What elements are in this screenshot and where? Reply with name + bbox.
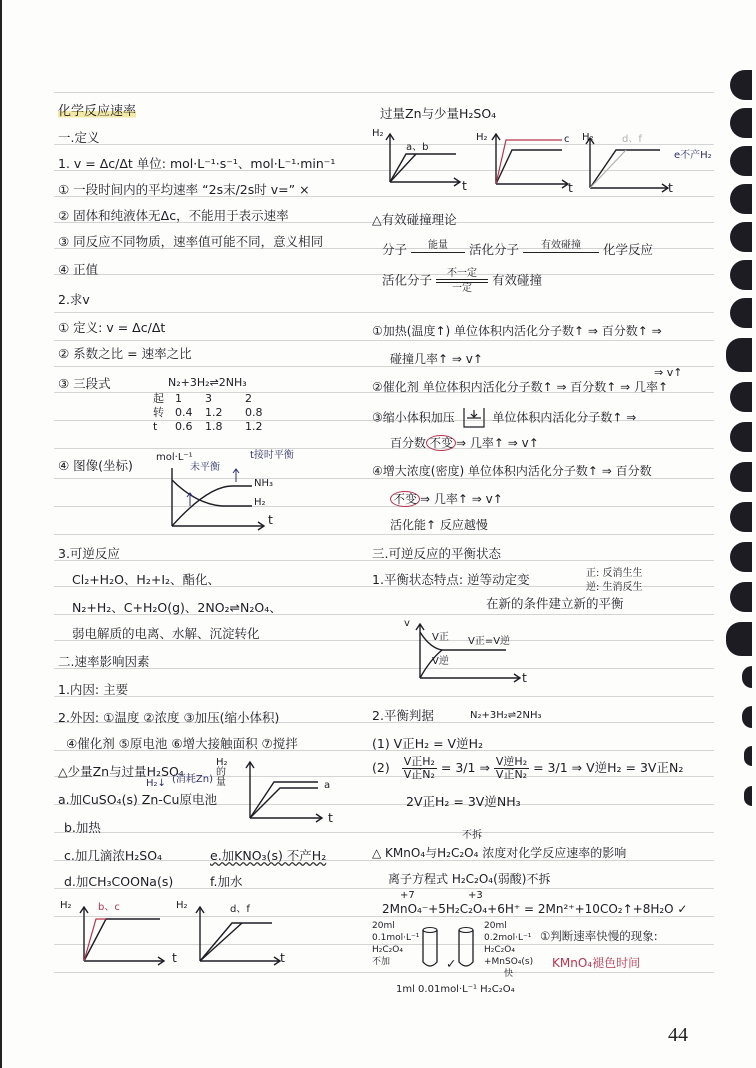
activated-relation: 活化分子 不一定 一定 有效碰撞	[382, 268, 542, 294]
fade-time-note: KMnO₄褪色时间	[552, 956, 641, 970]
zn-excess-heading: 过量Zn与少量H₂SO₄	[380, 106, 497, 121]
graph-curve-label: d、f	[622, 134, 642, 145]
x-axis-t: t	[522, 670, 527, 685]
test-tube-1-icon	[420, 926, 440, 970]
graph-label: ④ 图像(坐标)	[58, 458, 133, 473]
double-arrow: 不一定 一定	[436, 268, 488, 294]
definition-item: ③ 同反应不同物质，速率值可能不同，意义相同	[58, 234, 324, 249]
v-equal-label: V正=V逆	[468, 636, 511, 647]
v-reverse-label: V逆	[432, 656, 449, 667]
section-find-v-heading: 2.求v	[58, 292, 90, 307]
vt-y-axis: v	[404, 618, 410, 629]
graph-y-axis-label: H₂	[60, 900, 72, 911]
three-stage-equation: N₂+3H₂⇌2NH₃	[168, 376, 247, 389]
oxidation-state-c: +3	[468, 890, 483, 901]
test-tube-2-icon	[456, 926, 476, 970]
factor-pressure: ③缩小体积加压 单位体积内活化分子数↑ ⇒	[372, 408, 636, 428]
definition-item: ② 固体和纯液体无Δc，不能用于表示速率	[58, 208, 289, 223]
right-column	[372, 0, 712, 1000]
oxidation-state-mn: +7	[400, 890, 415, 901]
h2-graph-c	[492, 132, 592, 188]
criteria-item-3: 2V正H₂ = 3V逆NH₃	[406, 794, 521, 809]
three-stage-label: ③ 三段式	[58, 376, 111, 391]
zn-acid-item-e: e.加KNO₃(s) 不产H₂	[210, 848, 327, 863]
section-definition-heading: 一.定义	[58, 130, 100, 145]
section-reversible-heading: 3.可逆反应	[58, 546, 120, 561]
criteria-item-2: (2) $\frac{\text{V正H₂}}{\text{V正N₂}}$ = 3/1 ⇒ $\frac{\text{V逆H₂}}{\text{V正N₂}}$ = 3/1 ⇒ V逆H₂ = 3V正N₂	[372, 755, 684, 782]
v-forward-label: V正	[432, 632, 449, 643]
reaction-equation: 2MnO₄⁻+5H₂C₂O₄+6H⁺ = 2Mn²⁺+10CO₂↑+8H₂O ✓	[382, 902, 688, 916]
reversible-item: N₂+H₂、C+H₂O(g)、2NO₂⇌N₂O₄、	[72, 600, 282, 615]
factor-cat-v: ⇒ v↑	[654, 366, 683, 379]
equilibrium-feature: 1.平衡状态特点: 逆等动定变	[372, 572, 530, 587]
forward-note: 正: 反消生生	[586, 568, 643, 579]
activation-energy-note: 活化能↑ 反应越慢	[390, 518, 488, 532]
curve-nh3: NH₃	[254, 478, 274, 489]
reversible-item: 弱电解质的电离、水解、沉淀转化	[72, 626, 260, 641]
zn-acid-item-b: b.加热	[64, 820, 101, 835]
ionic-equation-note: 离子方程式 H₂C₂O₄(弱酸)不拆	[388, 872, 551, 886]
tube1-labels: 20ml 0.1mol·L⁻¹ H₂C₂O₄ 不加	[372, 921, 420, 967]
judge-phenomenon: ①判断速率快慢的现象:	[540, 929, 658, 943]
note-unbalanced: 未平衡	[190, 462, 220, 473]
factor-concentration-cont: 不变 ⇒ 几率↑ ⇒ v↑	[390, 492, 503, 506]
definition-item: ④ 正值	[58, 262, 99, 277]
x-axis-t: t	[268, 512, 273, 527]
zn-acid-item-a: a.加CuSO₄(s) Zn-Cu原电池	[58, 792, 217, 807]
factor-heat-cont: 碰撞几率↑ ⇒ v↑	[390, 352, 483, 366]
collision-theory-heading: △有效碰撞理论	[372, 212, 457, 227]
page-title: 化学反应速率	[58, 104, 137, 119]
no-h2-note: e不产H₂	[674, 150, 712, 161]
criteria-item-1: (1) V正H₂ = V逆H₂	[372, 736, 484, 751]
reverse-note: 逆: 生消反生	[586, 582, 643, 593]
graph-curve-label: c	[564, 134, 570, 145]
note-balanced: t接时平衡	[250, 450, 294, 461]
note-h2-decrease: H₂↓	[146, 778, 166, 789]
zn-acid-item-c: c.加几滴浓H₂SO₄	[64, 848, 163, 863]
new-equilibrium-note: 在新的条件建立新的平衡	[486, 596, 624, 611]
find-v-item: ② 系数之比 = 速率之比	[58, 346, 192, 361]
kmno4-volume-note: 1ml 0.01mol·L⁻¹ H₂C₂O₄	[396, 984, 515, 995]
y-axis-unit: mol·L⁻¹	[156, 452, 193, 463]
x-axis-t: t	[668, 180, 673, 195]
x-axis-t: t	[280, 950, 285, 965]
criteria-heading: 2.平衡判据	[372, 708, 434, 723]
arrow-effective-collision: 有效碰撞	[523, 240, 599, 253]
factor-concentration: ④增大浓度(密度) 单位体积内活化分子数↑ ⇒ 百分数	[372, 464, 652, 478]
kmno4-heading: △ KMnO₄与H₂C₂O₄ 浓度对化学反应速率的影响	[372, 846, 627, 860]
definition-item: ① 一段时间内的平均速率 “2s末/2s时 v=” ×	[58, 182, 310, 197]
zn-acid-item-d: d.加CH₃COONa(s)	[64, 874, 174, 889]
section-factors-heading: 二.速率影响因素	[58, 654, 150, 669]
velocity-time-graph	[416, 622, 536, 682]
graph-y-axis-label: H₂	[176, 900, 188, 911]
graph-curve-label: a、b	[406, 142, 429, 153]
factor-catalyst: ②催化剂 单位体积内活化分子数↑ ⇒ 百分数↑ ⇒ 几率↑	[372, 380, 669, 394]
fraction: $\frac{\text{V逆H₂}}{\text{V正N₂}}$	[495, 755, 528, 782]
h2-graph-bc	[80, 905, 180, 965]
note-zn-consumed: (消耗Zn)	[172, 774, 213, 785]
graph-curve-label: d、f	[230, 904, 250, 915]
factor-pressure-cont: 百分数 不变 ⇒ 几率↑ ⇒ v↑	[390, 436, 539, 450]
table-row: t 0.6 1.8 1.2	[153, 420, 263, 433]
factor-heat: ①加热(温度↑) 单位体积内活化分子数↑ ⇒ 百分数↑ ⇒	[372, 324, 662, 338]
graph-y-axis-label: H₂	[372, 128, 384, 139]
factor-item: 2.外因: ①温度 ②浓度 ③加压(缩小体积)	[58, 710, 280, 725]
curve-h2: H₂	[254, 497, 266, 508]
no-split-note: 不拆	[462, 830, 482, 841]
tube2-labels: 20ml 0.2mol·L⁻¹ H₂C₂O₄ +MnSO₄(s) 快	[484, 921, 534, 979]
x-axis-t: t	[568, 180, 573, 195]
factor-item: 1.内因: 主要	[58, 682, 129, 697]
left-column	[58, 0, 368, 1000]
x-axis-t: t	[328, 810, 333, 825]
section-equilibrium-heading: 三.可逆反应的平衡状态	[372, 546, 501, 561]
x-axis-t: t	[462, 178, 467, 193]
graph-y-axis-label: H₂	[582, 132, 594, 143]
table-row: 转 0.4 1.2 0.8	[153, 406, 263, 419]
curve-a-label: a	[324, 780, 331, 791]
reversible-item: Cl₂+H₂O、H₂+I₂、酯化、	[72, 572, 221, 587]
find-v-item: ① 定义: v = Δc/Δt	[58, 320, 166, 335]
arrow-energy: 能量	[411, 240, 465, 253]
graph-y-axis-label: H₂的量	[216, 757, 228, 788]
table-row: 起 1 3 2	[153, 392, 252, 405]
graph-y-axis-label: H₂	[476, 132, 488, 143]
piston-icon	[463, 408, 485, 428]
zn-acid-heading: △少量Zn与过量H₂SO₄	[58, 764, 184, 779]
three-stage-table	[153, 392, 275, 434]
check-mark: ✓	[446, 956, 457, 971]
fraction: $\frac{\text{V正H₂}}{\text{V正N₂}}$	[403, 755, 435, 782]
factor-item: ④催化剂 ⑤原电池 ⑥增大接触面积 ⑦搅拌	[66, 736, 298, 751]
collision-chain: 分子 能量 活化分子 有效碰撞 化学反应	[382, 240, 653, 257]
zn-acid-item-f: f.加水	[210, 874, 243, 889]
rate-formula: 1. v = Δc/Δt 单位: mol·L⁻¹·s⁻¹、mol·L⁻¹·min⁻¹	[58, 156, 336, 171]
criteria-equation: N₂+3H₂⇌2NH₃	[470, 710, 542, 721]
graph-curve-label: b、c	[98, 902, 120, 913]
page-number: 44	[668, 1024, 688, 1046]
x-axis-t: t	[172, 950, 177, 965]
